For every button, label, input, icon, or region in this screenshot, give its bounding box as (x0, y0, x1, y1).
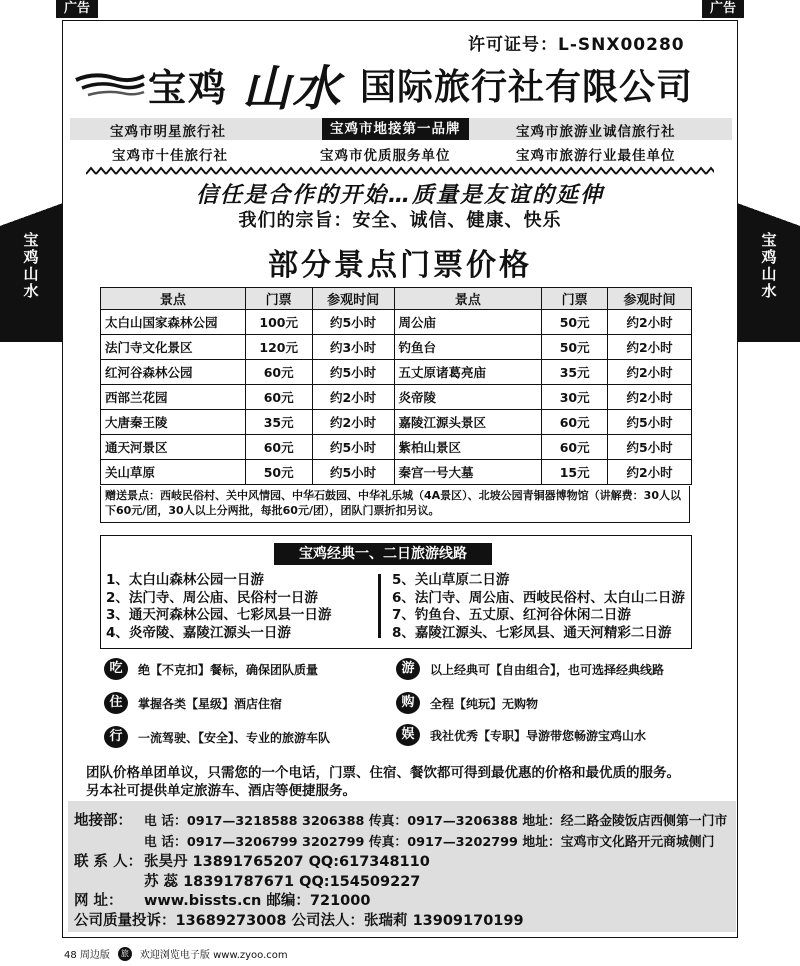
table-cell: 法门寺文化景区 (101, 335, 246, 360)
table-cell: 约5小时 (608, 435, 692, 460)
contact-line-1: 电 话：0917—3218588 3206388 传真：0917—3206388 地址：经二路金陵饭店西侧第一门市 (144, 814, 728, 829)
route-item: 1、太白山森林公园一日游 (106, 572, 264, 588)
table-cell: 60元 (245, 360, 312, 385)
side-label-right: 宝 鸡 山 水 (761, 231, 777, 300)
promo-line: 团队价格单团单议，只需您的一个电话，门票、住宿、餐饮都可得到最优惠的价格和最优质的服务。 (86, 765, 680, 781)
contact-complaint: 公司质量投诉：13689273008 公司法人：张瑞莉 13909170199 (74, 913, 524, 929)
table-cell: 关山草原 (101, 460, 246, 485)
service-text: 全程【纯玩】无购物 (430, 696, 539, 711)
route-item: 8、嘉陵江源头、七彩凤县、通天河精彩二日游 (392, 624, 672, 641)
motto: 我们的宗旨：安全、诚信、健康、快乐 (238, 210, 562, 231)
honor-item: 宝鸡市旅游行业最佳单位 (516, 148, 676, 164)
table-cell: 周公庙 (394, 310, 542, 335)
publisher-logo-icon: 旅 (118, 947, 132, 961)
table-cell: 秦宫一号大墓 (394, 460, 542, 485)
table-cell: 60元 (245, 385, 312, 410)
table-cell: 紫柏山景区 (394, 435, 542, 460)
table-cell: 大唐秦王陵 (101, 410, 246, 435)
table-cell: 钓鱼台 (394, 335, 542, 360)
shopping-icon: 购 (396, 692, 420, 714)
table-cell: 60元 (542, 410, 608, 435)
contact-panel (68, 801, 736, 932)
table-cell: 约2小时 (608, 460, 692, 485)
table-header-row (101, 288, 692, 310)
col-header: 门票 (542, 288, 608, 310)
table-row (101, 435, 692, 460)
service-text: 一流驾驶、【安全】、专业的旅游车队 (138, 730, 331, 745)
col-header: 参观时间 (312, 288, 394, 310)
table-cell: 约5小时 (312, 310, 394, 335)
service-text: 我社优秀【专职】导游带您畅游宝鸡山水 (430, 728, 647, 743)
honor-item: 宝鸡市明星旅行社 (110, 124, 226, 140)
service-item (104, 726, 330, 748)
eat-icon: 吃 (104, 658, 128, 680)
honor-row-2 (70, 142, 732, 164)
table-cell: 100元 (245, 310, 312, 335)
table-cell: 15元 (542, 460, 608, 485)
honor-item: 宝鸡市十佳旅行社 (112, 148, 228, 164)
table-cell: 约2小时 (312, 410, 394, 435)
honor-row-1 (70, 118, 732, 140)
honor-item-highlight: 宝鸡市地接第一品牌 (322, 118, 469, 140)
table-cell: 太白山国家森林公园 (101, 310, 246, 335)
promo-text (86, 764, 680, 800)
table-cell: 50元 (542, 310, 608, 335)
ad-tag-right: 广告 (702, 0, 744, 18)
route-item: 4、炎帝陵、嘉陵江源头一日游 (106, 624, 291, 641)
table-cell: 35元 (245, 410, 312, 435)
col-header: 景点 (101, 288, 246, 310)
table-cell: 35元 (542, 360, 608, 385)
service-item (396, 658, 664, 680)
service-item (104, 658, 318, 680)
contact-line-2: 电 话：0917—3206799 3202799 传真：0917—3202799 地址：宝鸡市文化路开元商城侧门 (144, 835, 715, 850)
route-item: 5、关山草原二日游 (392, 572, 510, 588)
col-header: 景点 (394, 288, 542, 310)
license-number: 许可证号：L-SNX00280 (468, 35, 685, 55)
contact-label-person: 联 系 人： (74, 854, 143, 870)
rope-divider (86, 166, 714, 176)
table-cell: 约5小时 (312, 435, 394, 460)
table-cell: 五丈原诸葛亮庙 (394, 360, 542, 385)
routes-list-left (106, 572, 331, 642)
routes-title: 宝鸡经典一、二日旅游线路 (274, 543, 492, 565)
contact-person-1: 张昊丹 13891765207 QQ:617348110 (144, 854, 430, 870)
entertainment-icon: 娱 (396, 724, 420, 746)
table-cell: 约5小时 (312, 360, 394, 385)
table-cell: 西部兰花园 (101, 385, 246, 410)
table-cell: 嘉陵江源头景区 (394, 410, 542, 435)
promo-line: 另本社可提供单定旅游车、酒店等便捷服务。 (86, 783, 356, 799)
brand-script-logo: 山水 (242, 61, 343, 117)
service-text: 以上经典可【自由组合】，也可选择经典线路 (430, 662, 665, 677)
table-cell: 50元 (245, 460, 312, 485)
service-text: 绝【不克扣】餐标，确保团队质量 (138, 662, 319, 677)
table-row (101, 360, 692, 385)
route-item: 2、法门寺、周公庙、民俗村一日游 (106, 589, 318, 606)
table-row (101, 410, 692, 435)
page-number: 48 周边版 (64, 950, 110, 961)
wave-logo-icon (74, 72, 146, 98)
table-cell: 约2小时 (608, 335, 692, 360)
contact-website[interactable]: www.bissts.cn 邮编：721000 (144, 893, 371, 909)
table-row (101, 310, 692, 335)
ticket-note: 赠送景点：西岐民俗村、关中风情园、中华石鼓园、中华礼乐城（4A景区）、北坡公园青铜器博物馆（讲解费：30人以下60元/团，30人以上分两批，每批60元/团），团队门票折扣另议。 (100, 486, 690, 523)
service-text: 掌握各类【星级】酒店住宿 (138, 696, 283, 711)
table-cell: 30元 (542, 385, 608, 410)
service-item (104, 692, 282, 714)
table-row (101, 460, 692, 485)
contact-person-2: 苏 蕊 18391787671 QQ:154509227 (144, 874, 421, 890)
ticket-price-table (100, 287, 692, 485)
routes-list-right (392, 572, 685, 642)
table-cell: 50元 (542, 335, 608, 360)
brand-title (148, 50, 693, 119)
table-cell: 红河谷森林公园 (101, 360, 246, 385)
table-cell: 约2小时 (608, 310, 692, 335)
table-cell: 通天河景区 (101, 435, 246, 460)
table-cell: 60元 (542, 435, 608, 460)
page-footer (64, 946, 288, 961)
route-item: 6、法门寺、周公庙、西岐民俗村、太白山二日游 (392, 589, 685, 606)
stay-icon: 住 (104, 692, 128, 714)
contact-label-web: 网 址： (74, 893, 123, 909)
table-cell: 120元 (245, 335, 312, 360)
service-item (396, 724, 646, 746)
ad-tag-left: 广告 (56, 0, 98, 18)
routes-divider (378, 574, 381, 638)
slogan: 信任是合作的开始…质量是友谊的延伸 (195, 183, 604, 208)
travel-icon: 行 (104, 726, 128, 748)
table-cell: 炎帝陵 (394, 385, 542, 410)
honor-item: 宝鸡市旅游业诚信旅行社 (516, 124, 676, 140)
col-header: 门票 (245, 288, 312, 310)
tickets-title: 部分景点门票价格 (268, 248, 532, 283)
brand-name: 宝鸡 (148, 66, 229, 110)
table-cell: 约3小时 (312, 335, 394, 360)
contact-label-dept: 地接部： (74, 813, 132, 829)
footer-text[interactable]: 欢迎浏览电子版 www.zyoo.com (139, 950, 288, 961)
table-cell: 60元 (245, 435, 312, 460)
table-row (101, 385, 692, 410)
route-item: 7、钓鱼台、五丈原、红河谷休闲二日游 (392, 607, 631, 623)
service-item (396, 692, 538, 714)
table-cell: 约5小时 (312, 460, 394, 485)
honor-item: 宝鸡市优质服务单位 (320, 148, 451, 164)
side-label-left: 宝 鸡 山 水 (23, 231, 39, 300)
table-cell: 约2小时 (312, 385, 394, 410)
table-cell: 约2小时 (608, 385, 692, 410)
table-cell: 约2小时 (608, 360, 692, 385)
table-row (101, 335, 692, 360)
table-cell: 约5小时 (608, 410, 692, 435)
tour-icon: 游 (396, 658, 420, 680)
col-header: 参观时间 (608, 288, 692, 310)
brand-company: 国际旅行社有限公司 (360, 67, 694, 108)
route-item: 3、通天河森林公园、七彩凤县一日游 (106, 607, 332, 623)
